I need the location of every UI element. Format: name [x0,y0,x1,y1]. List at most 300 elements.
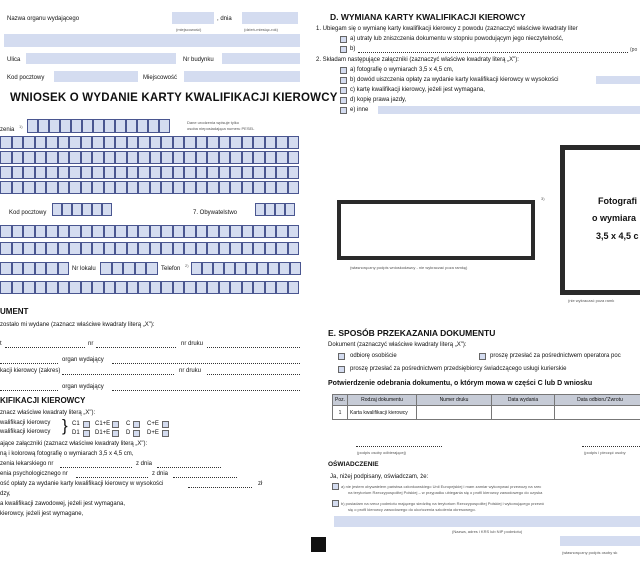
input-cell[interactable] [23,166,35,179]
col-poz: Poz. [333,395,348,406]
organ-name-field[interactable] [4,34,300,47]
input-cell[interactable] [138,281,150,294]
input-cell[interactable] [242,181,254,194]
input-cell[interactable] [81,181,93,194]
input-cell[interactable] [276,281,288,294]
c-fee-field[interactable] [188,487,252,488]
input-cell[interactable] [60,119,71,133]
input-cell[interactable] [123,262,135,275]
d2b-fee-field[interactable] [596,76,640,84]
input-cell[interactable] [288,242,300,255]
input-cell[interactable] [265,242,277,255]
phone-label: Telefon [161,266,181,272]
input-cell[interactable] [100,262,112,275]
input-cell[interactable] [115,281,127,294]
b-zakres-field[interactable] [62,374,174,375]
input-cell[interactable] [196,225,208,238]
input-cell[interactable] [82,119,93,133]
input-cell[interactable] [52,203,62,216]
col-rodzaj: Rodzaj dokumentu [348,395,417,406]
d2a-checkbox[interactable] [340,67,347,74]
input-cell[interactable] [92,225,104,238]
street-field[interactable] [26,53,176,64]
input-cell[interactable] [173,281,185,294]
input-cell[interactable] [46,225,58,238]
input-cell[interactable] [230,166,242,179]
input-cell[interactable] [288,136,300,149]
input-cell[interactable] [12,242,24,255]
d2e-checkbox[interactable] [340,107,347,114]
input-cell[interactable] [213,262,224,275]
b-druku-field-2[interactable] [207,374,300,375]
declaration-b-checkbox[interactable] [332,500,339,507]
input-cell[interactable] [138,242,150,255]
row-poz: 1 [333,406,348,420]
input-cell[interactable] [115,151,127,164]
input-cell[interactable] [276,151,288,164]
input-cell[interactable] [23,242,35,255]
input-cell[interactable] [196,181,208,194]
input-cell[interactable] [58,262,70,275]
input-cell[interactable] [265,136,277,149]
input-cell[interactable] [0,262,12,275]
input-cell[interactable] [207,225,219,238]
c-license-label: kierowcy, jeżeli jest wymagane, [0,511,84,517]
input-cell[interactable] [104,119,115,133]
input-cell[interactable] [35,181,47,194]
input-cell[interactable] [161,166,173,179]
input-cell[interactable] [288,225,300,238]
input-cell[interactable] [253,281,265,294]
input-cell[interactable] [276,225,288,238]
input-cell[interactable] [191,262,202,275]
b-druku-label-2: nr druku [179,368,202,374]
input-cell[interactable] [255,203,265,216]
c-kw-label-1: walifikacji kierowcy [0,420,51,426]
input-cell[interactable] [92,166,104,179]
b-organ-field-2[interactable] [112,390,300,391]
input-cell[interactable] [46,262,58,275]
input-cell[interactable] [58,166,70,179]
input-cell[interactable] [219,166,231,179]
input-cell[interactable] [27,119,38,133]
input-cell[interactable] [257,262,268,275]
input-cell[interactable] [196,136,208,149]
cat-c1e-label: C1+E [95,421,111,427]
input-cell[interactable] [72,203,82,216]
input-cell[interactable] [104,225,116,238]
input-cell[interactable] [207,166,219,179]
input-cell[interactable] [112,262,124,275]
d2c-label: c) kartę kwalifikacji kierowcy, jeżeli jest wymagana, [350,87,485,93]
input-cell[interactable] [135,262,147,275]
input-cell[interactable] [173,225,185,238]
input-cell[interactable] [0,166,12,179]
input-cell[interactable] [230,242,242,255]
row-data-wydania[interactable] [492,406,555,420]
input-cell[interactable] [127,136,139,149]
input-cell[interactable] [71,119,82,133]
input-cell[interactable] [219,181,231,194]
input-cell[interactable] [127,166,139,179]
input-cell[interactable] [69,225,81,238]
input-cell[interactable] [230,136,242,149]
input-cell[interactable] [173,181,185,194]
input-cell[interactable] [138,151,150,164]
input-cell[interactable] [126,119,137,133]
registration-mark [311,537,326,552]
row-data-odbioru[interactable] [555,406,640,420]
input-cell[interactable] [82,203,92,216]
official-signature-line[interactable] [582,446,640,447]
input-cell[interactable] [207,181,219,194]
b-field-3[interactable] [0,390,58,391]
input-cell[interactable] [184,242,196,255]
input-cell[interactable] [81,166,93,179]
input-cell[interactable] [104,181,116,194]
input-cell[interactable] [81,136,93,149]
input-cell[interactable] [230,151,242,164]
input-cell[interactable] [35,136,47,149]
input-cell[interactable] [12,166,24,179]
c-psych-field[interactable] [76,477,148,478]
input-cell[interactable] [62,203,72,216]
input-cell[interactable] [184,151,196,164]
input-cell[interactable] [161,151,173,164]
c-attachments-instruction: ające załączniki (zaznacz właściwe kwadraty literą „X"): [0,441,148,447]
input-cell[interactable] [58,136,70,149]
input-cell[interactable] [148,119,159,133]
postal-field[interactable] [54,71,138,82]
input-cell[interactable] [0,151,12,164]
input-cell[interactable] [138,181,150,194]
signature-box[interactable] [337,200,535,260]
input-cell[interactable] [92,242,104,255]
e-post-checkbox[interactable] [479,353,486,360]
b-druku-field[interactable] [207,347,300,348]
input-cell[interactable] [253,242,265,255]
input-cell[interactable] [161,281,173,294]
col-data-odbioru: Data odbioru"Zwrotu [555,395,640,406]
input-cell[interactable] [230,181,242,194]
input-cell[interactable] [161,181,173,194]
input-cell[interactable] [12,181,24,194]
input-cell[interactable] [184,136,196,149]
place-field[interactable] [172,12,214,24]
input-cell[interactable] [35,225,47,238]
cat-c-checkbox[interactable] [133,421,140,428]
input-cell[interactable] [35,262,47,275]
input-cell[interactable] [58,242,70,255]
input-cell[interactable] [23,136,35,149]
input-cell[interactable] [23,151,35,164]
input-cell[interactable] [69,242,81,255]
receiver-signature-line[interactable] [356,446,442,447]
input-cell[interactable] [0,136,12,149]
input-cell[interactable] [150,225,162,238]
input-cell[interactable] [35,281,47,294]
input-cell[interactable] [102,203,112,216]
input-cell[interactable] [150,166,162,179]
input-cell[interactable] [38,119,49,133]
input-cell[interactable] [58,225,70,238]
input-cell[interactable] [253,181,265,194]
input-cell[interactable] [173,166,185,179]
d1b-field[interactable] [358,52,628,53]
input-cell[interactable] [92,281,104,294]
cat-ce-checkbox[interactable] [162,421,169,428]
b-field-1[interactable] [5,347,85,348]
input-cell[interactable] [127,181,139,194]
input-cell[interactable] [219,281,231,294]
input-cell[interactable] [92,151,104,164]
input-cell[interactable] [184,281,196,294]
input-cell[interactable] [265,181,277,194]
input-cell[interactable] [81,151,93,164]
input-cell[interactable] [242,225,254,238]
input-cell[interactable] [46,242,58,255]
input-cell[interactable] [0,181,12,194]
input-cell[interactable] [69,136,81,149]
input-cell[interactable] [23,262,35,275]
receipt-table-header [333,395,640,406]
cat-d1-checkbox[interactable] [83,430,90,437]
input-cell[interactable] [12,225,24,238]
input-cell[interactable] [150,181,162,194]
input-cell[interactable] [58,181,70,194]
input-cell[interactable] [242,136,254,149]
input-cell[interactable] [288,151,300,164]
b-number-field[interactable] [96,347,176,348]
c-kw-label-2: walifikacji kierowcy [0,429,51,435]
c-psych-date-field[interactable] [173,477,237,478]
input-cell[interactable] [184,181,196,194]
input-cell[interactable] [104,136,116,149]
input-cell[interactable] [127,151,139,164]
input-cell[interactable] [69,181,81,194]
input-cell[interactable] [23,281,35,294]
date-field[interactable] [242,12,298,24]
input-cell[interactable] [104,281,116,294]
cat-d1e-checkbox[interactable] [112,430,119,437]
input-cell[interactable] [242,281,254,294]
input-cell[interactable] [138,136,150,149]
input-cell[interactable] [161,136,173,149]
input-cell[interactable] [46,166,58,179]
input-cell[interactable] [242,151,254,164]
input-cell[interactable] [69,151,81,164]
input-cell[interactable] [159,119,170,133]
b-field-2[interactable] [0,363,58,364]
input-cell[interactable] [173,136,185,149]
form-title: WNIOSEK O WYDANIE KARTY KWALIFIKACJI KIEROWCY [10,92,338,104]
input-cell[interactable] [288,181,300,194]
input-cell[interactable] [35,166,47,179]
input-cell[interactable] [12,281,24,294]
input-cell[interactable] [115,119,126,133]
input-cell[interactable] [115,181,127,194]
input-cell[interactable] [115,136,127,149]
d2e-field[interactable] [378,106,640,114]
input-cell[interactable] [276,242,288,255]
input-cell[interactable] [92,181,104,194]
input-cell[interactable] [150,281,162,294]
final-signature-field[interactable] [560,536,640,546]
input-cell[interactable] [253,136,265,149]
input-cell[interactable] [115,166,127,179]
input-cell[interactable] [127,225,139,238]
input-cell[interactable] [207,281,219,294]
city-field[interactable] [184,71,300,82]
input-cell[interactable] [173,242,185,255]
input-cell[interactable] [150,136,162,149]
input-cell[interactable] [0,225,12,238]
input-cell[interactable] [230,281,242,294]
declaration-a-line-2: na terytorium Rzeczypospolitej Polskiej – w przypadku ubiegania się o profil kierowcy zawodowego do uzyska [348,490,543,495]
input-cell[interactable] [184,166,196,179]
b-organ-field[interactable] [112,363,300,364]
input-cell[interactable] [46,181,58,194]
input-cell[interactable] [58,151,70,164]
input-cell[interactable] [161,225,173,238]
input-cell[interactable] [150,242,162,255]
input-cell[interactable] [69,281,81,294]
input-cell[interactable] [290,262,301,275]
input-cell[interactable] [12,262,24,275]
input-cell[interactable] [253,225,265,238]
input-cell[interactable] [265,151,277,164]
input-cell[interactable] [0,242,12,255]
input-cell[interactable] [49,119,60,133]
input-cell[interactable] [104,166,116,179]
input-cell[interactable] [242,242,254,255]
e-courier-checkbox[interactable] [338,366,345,373]
input-cell[interactable] [46,151,58,164]
input-cell[interactable] [46,281,58,294]
building-field[interactable] [222,53,300,64]
input-cell[interactable] [265,281,277,294]
cat-de-checkbox[interactable] [162,430,169,437]
input-cell[interactable] [81,281,93,294]
input-cell[interactable] [207,136,219,149]
input-cell[interactable] [150,151,162,164]
input-cell[interactable] [0,281,12,294]
company-field[interactable] [334,516,640,527]
input-cell[interactable] [104,242,116,255]
c-medical-field[interactable] [60,467,132,468]
input-cell[interactable] [137,119,148,133]
input-cell[interactable] [58,281,70,294]
input-cell[interactable] [246,262,257,275]
input-cell[interactable] [276,166,288,179]
input-cell[interactable] [23,225,35,238]
input-cell[interactable] [104,151,116,164]
declaration-a-line-1: a) nie jestem obywatelem państwa członkowskiego Unii Europejskiej i mam zamiar wykonywać przewozy na rzec [341,484,542,489]
input-cell[interactable] [93,119,104,133]
d1a-checkbox[interactable] [340,36,347,43]
input-cell[interactable] [127,242,139,255]
c-medical-date-field[interactable] [157,467,221,468]
input-cell[interactable] [12,136,24,149]
input-cell[interactable] [12,151,24,164]
input-cell[interactable] [127,281,139,294]
input-cell[interactable] [115,225,127,238]
input-cell[interactable] [196,242,208,255]
input-cell[interactable] [207,151,219,164]
input-cell[interactable] [288,281,300,294]
input-cell[interactable] [184,225,196,238]
d2b-checkbox[interactable] [340,77,347,84]
input-cell[interactable] [219,242,231,255]
input-cell[interactable] [173,151,185,164]
input-cell[interactable] [285,203,295,216]
d1b-checkbox[interactable] [340,46,347,53]
input-cell[interactable] [276,181,288,194]
input-cell[interactable] [202,262,213,275]
input-cell[interactable] [81,225,93,238]
input-cell[interactable] [288,166,300,179]
input-cell[interactable] [219,151,231,164]
input-cell[interactable] [253,151,265,164]
cat-c1e-checkbox[interactable] [112,421,119,428]
input-cell[interactable] [196,166,208,179]
section-e-title: E. SPOSÓB PRZEKAZANIA DOKUMENTU [328,328,496,338]
input-cell[interactable] [69,166,81,179]
input-cell[interactable] [265,166,277,179]
input-cell[interactable] [35,151,47,164]
input-cell[interactable] [81,242,93,255]
input-cell[interactable] [146,262,158,275]
input-cell[interactable] [196,281,208,294]
input-cell[interactable] [161,242,173,255]
street-label: Ulica [7,57,21,63]
input-cell[interactable] [138,166,150,179]
cat-c1-checkbox[interactable] [83,421,90,428]
input-cell[interactable] [35,242,47,255]
input-cell[interactable] [196,151,208,164]
input-cell[interactable] [46,136,58,149]
input-cell[interactable] [207,242,219,255]
input-cell[interactable] [115,242,127,255]
input-cell[interactable] [219,136,231,149]
input-cell[interactable] [265,225,277,238]
input-cell[interactable] [275,203,285,216]
input-cell[interactable] [242,166,254,179]
d2c-checkbox[interactable] [340,87,347,94]
d1b-hint: (po [630,47,638,53]
input-cell[interactable] [230,225,242,238]
input-cell[interactable] [219,225,231,238]
input-cell[interactable] [253,166,265,179]
input-cell[interactable] [138,225,150,238]
input-cell[interactable] [92,136,104,149]
input-cell[interactable] [23,181,35,194]
c-medical-label: zenia lekarskiego nr [0,461,54,467]
cat-d-checkbox[interactable] [133,430,140,437]
input-cell[interactable] [92,203,102,216]
c-psych-label: enia psychologicznego nr [0,471,68,477]
e-personal-checkbox[interactable] [338,353,345,360]
row-numer[interactable] [417,406,492,420]
input-cell[interactable] [279,262,290,275]
input-cell[interactable] [224,262,235,275]
d2d-checkbox[interactable] [340,97,347,104]
input-cell[interactable] [265,203,275,216]
declaration-a-checkbox[interactable] [332,483,339,490]
input-cell[interactable] [276,136,288,149]
input-cell[interactable] [235,262,246,275]
input-cell[interactable] [268,262,279,275]
